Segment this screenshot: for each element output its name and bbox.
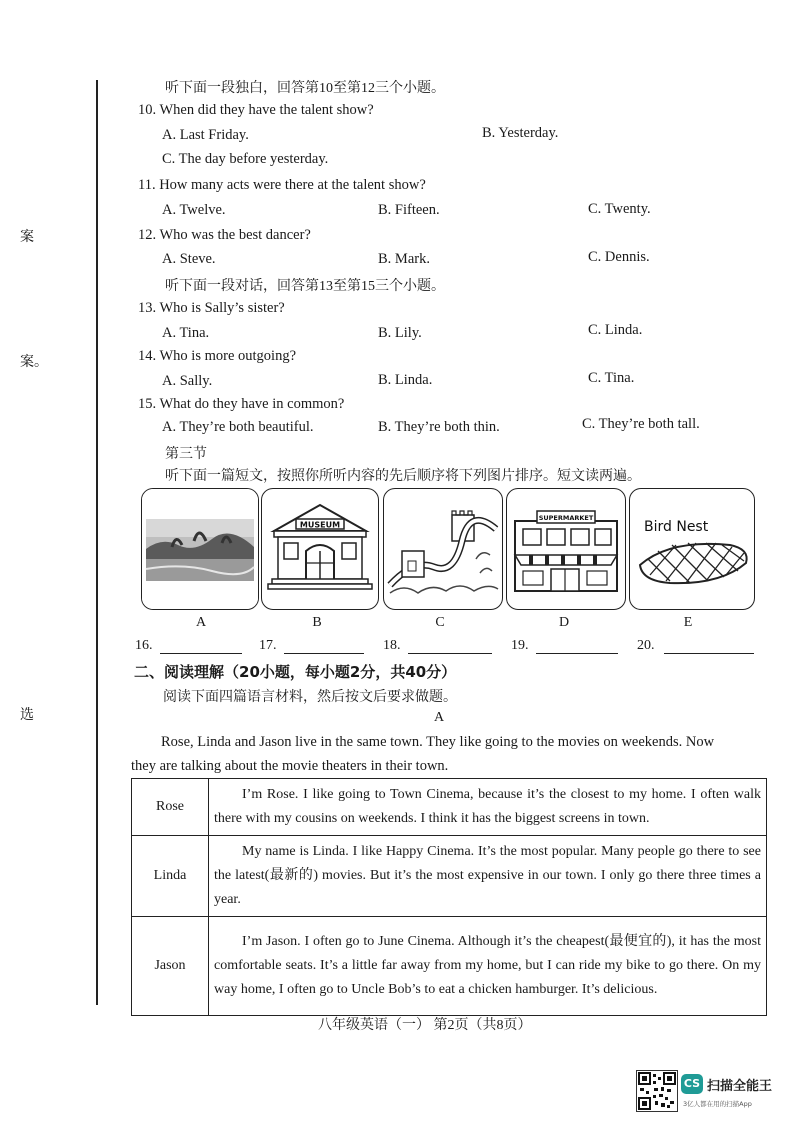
picture-label-b: B: [312, 615, 322, 630]
blank-20-number: 20.: [637, 638, 655, 653]
picture-a-lake: [141, 488, 259, 610]
q15-option-c[interactable]: C. They’re both tall.: [582, 416, 700, 432]
bird-nest-label: Bird Nest: [644, 519, 709, 535]
scanner-app-name: 扫描全能王: [707, 1079, 773, 1094]
q13-option-b[interactable]: B. Lily.: [378, 325, 422, 341]
q14-option-b[interactable]: B. Linda.: [378, 372, 433, 388]
blank-19-number: 19.: [511, 638, 529, 653]
q12-option-a[interactable]: A. Steve.: [162, 251, 216, 267]
edge-note-1: 案: [20, 229, 34, 245]
q15-option-a[interactable]: A. They’re both beautiful.: [162, 419, 314, 435]
table-row: [132, 779, 767, 836]
edge-note-2: 案。: [20, 354, 48, 370]
row-name-rose: Rose: [132, 779, 209, 836]
row-name-linda: Linda: [132, 836, 209, 917]
question-10: 10. When did they have the talent show?: [138, 102, 374, 118]
blank-16-number: 16.: [135, 638, 153, 653]
blank-17[interactable]: [284, 653, 364, 654]
q12-option-c[interactable]: C. Dennis.: [588, 249, 650, 265]
q11-option-a[interactable]: A. Twelve.: [162, 202, 226, 218]
passage-letter: A: [434, 710, 445, 725]
qr-code-icon: [636, 1070, 678, 1112]
reading-instruction: 阅读下面四篇语言材料，然后按文后要求做题。: [163, 690, 457, 705]
blank-17-number: 17.: [259, 638, 277, 653]
supermarket-sign: SUPERMARKET: [538, 514, 594, 522]
blank-16[interactable]: [160, 653, 242, 654]
question-14: 14. Who is more outgoing?: [138, 348, 297, 364]
question-12: 12. Who was the best dancer?: [138, 227, 311, 243]
picture-e-bird-nest: [629, 488, 755, 610]
museum-sign: MUSEUM: [299, 520, 341, 530]
page-footer: 八年级英语（一） 第2页（共8页）: [318, 1018, 532, 1033]
row-text-jason: I’m Jason. I often go to June Cinema. Although it’s the cheapest(最便宜的), it has the most comfortable seats. It’s a little far away from my home, but I can ride my bike to go there. On my way home, I often go to Uncle Bob’s to eat a chicken hamburger. It’s delicious.: [209, 917, 767, 1016]
q10-option-c[interactable]: C. The day before yesterday.: [162, 151, 329, 167]
binding-line: [96, 80, 98, 1005]
camscanner-logo-icon: CS: [681, 1074, 703, 1094]
section3-title: 第三节: [165, 447, 207, 462]
q14-option-c[interactable]: C. Tina.: [588, 370, 635, 386]
passage-intro-line-2: they are talking about the movie theaters in their town.: [131, 758, 449, 774]
blank-18-number: 18.: [383, 638, 401, 653]
q13-option-c[interactable]: C. Linda.: [588, 322, 643, 338]
q13-option-a[interactable]: A. Tina.: [162, 325, 210, 341]
picture-b-museum: [261, 488, 379, 610]
blank-18[interactable]: [408, 653, 492, 654]
section3-instruction: 听下面一篇短文，按照你所听内容的先后顺序将下列图片排序。短文读两遍。: [165, 469, 641, 484]
blank-20[interactable]: [664, 653, 754, 654]
table-row: [132, 836, 767, 917]
picture-label-a: A: [195, 615, 207, 630]
section-intro-monologue: 听下面一段独白，回答第10至第12三个小题。: [165, 81, 445, 96]
q11-option-c[interactable]: C. Twenty.: [588, 201, 651, 217]
table-row: [132, 917, 767, 1016]
q10-option-b[interactable]: B. Yesterday.: [482, 125, 559, 141]
blank-19[interactable]: [536, 653, 618, 654]
reading-section-title: 二、阅读理解（20小题，每小题2分，共40分）: [134, 663, 457, 681]
question-15: 15. What do they have in common?: [138, 396, 345, 412]
q10-option-a[interactable]: A. Last Friday.: [162, 127, 249, 143]
lake-landscape-image: [142, 489, 258, 609]
picture-label-c: C: [435, 615, 445, 630]
row-name-jason: Jason: [132, 917, 209, 1016]
row-text-linda: My name is Linda. I like Happy Cinema. It’s the most popular. Many people go there to see the latest(最新的) movies. But it’s the most expensive in our town. I only go there three times a year.: [209, 836, 767, 917]
q14-option-a[interactable]: A. Sally.: [162, 373, 213, 389]
edge-note-3: 选: [20, 707, 34, 723]
passage-intro-line-1: Rose, Linda and Jason live in the same town. They like going to the movies on weekends. Now: [161, 734, 715, 750]
section-intro-dialogue: 听下面一段对话，回答第13至第15三个小题。: [165, 279, 445, 294]
question-11: 11. How many acts were there at the talent show?: [138, 177, 426, 193]
picture-c-great-wall: [383, 488, 503, 610]
row-text-rose: I’m Rose. I like going to Town Cinema, because it’s the closest to my home. I often walk there with my cousins on weekends. I think it has the biggest screens in town.: [209, 779, 767, 836]
picture-label-e: E: [683, 615, 693, 630]
q11-option-b[interactable]: B. Fifteen.: [378, 202, 440, 218]
q12-option-b[interactable]: B. Mark.: [378, 251, 430, 267]
picture-label-d: D: [558, 615, 570, 630]
picture-d-supermarket: [506, 488, 626, 610]
question-13: 13. Who is Sally’s sister?: [138, 300, 285, 316]
cinema-table: [131, 778, 767, 1016]
q15-option-b[interactable]: B. They’re both thin.: [378, 419, 500, 435]
scanner-tagline: 3亿人都在用的扫描App: [683, 1100, 752, 1108]
